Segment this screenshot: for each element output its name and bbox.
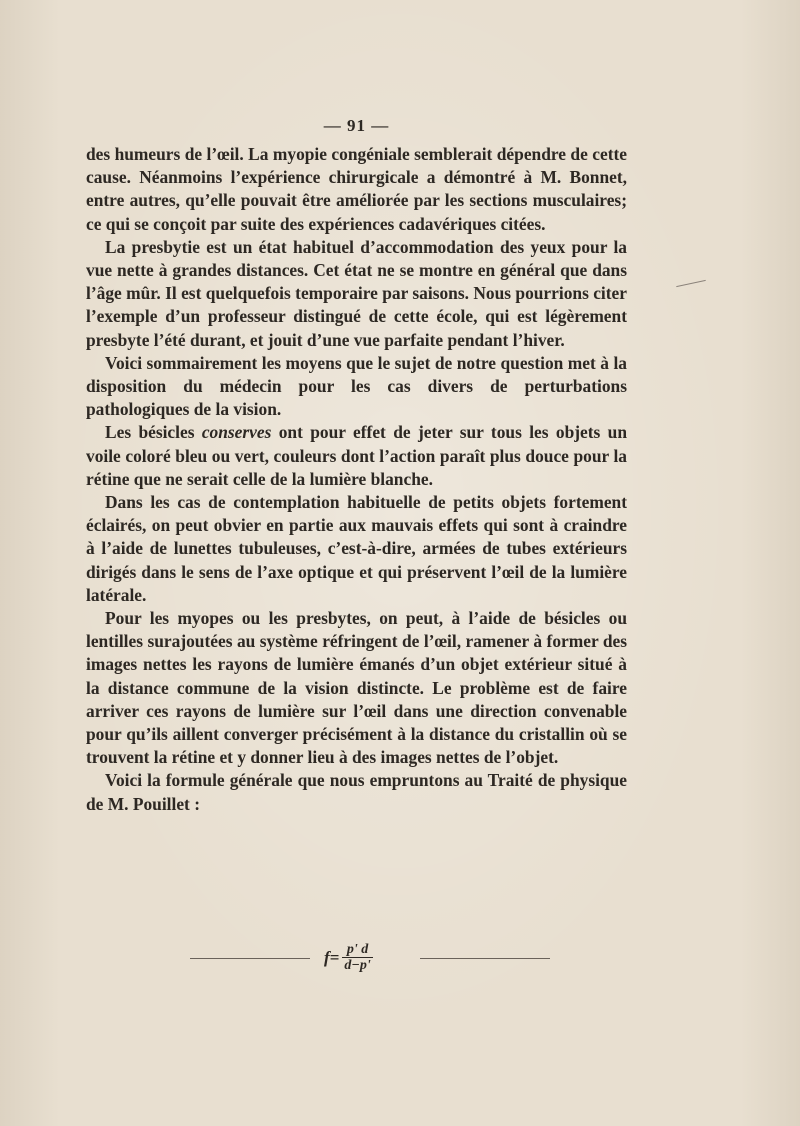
formula-denominator: d−p' — [344, 958, 371, 973]
formula-rule-right — [420, 958, 550, 959]
paragraph-formula-intro: Voici la formule générale que nous empruntons au Traité de physique de M. Pouillet : — [86, 770, 627, 814]
formula-block — [190, 940, 550, 980]
formula-numerator: p' d — [346, 942, 369, 957]
page-number: — 91 — — [323, 116, 390, 135]
formula-fraction — [342, 942, 372, 973]
margin-pencil-mark — [676, 280, 706, 287]
lens-formula — [324, 942, 373, 973]
paragraph-conserves — [86, 421, 627, 491]
paragraph-conserves-end: ont pour effet de jeter sur tous les objets un voile coloré bleu ou vert, couleurs dont l’action paraît plus douce pour la rétine que ne serait celle de la lumière blanche. — [86, 422, 627, 489]
body-text — [86, 143, 627, 816]
paragraph-summary: Voici sommairement les moyens que le sujet de notre question met à la disposition du médecin pour les cas divers de perturbations pathologiques de la vision. — [86, 352, 627, 420]
formula-rule-left — [190, 958, 310, 959]
paragraph-tubular-glasses: Dans les cas de contemplation habituelle de petits objets fortement éclairés, on peut obvier en partie aux mauvais effets qui sont à craindre à l’aide de lunettes tubuleuses, c’est-à-dire, armées de tubes extérieurs dirigés dans le sens de l’axe optique et qui préservent l’œil de la lumière latérale. — [86, 492, 627, 605]
paragraph-conserves-start: Les bésicles — [105, 422, 202, 443]
paragraph-myopia: des humeurs de l’œil. La myopie congéniale semblerait dépendre de cette cause. Néanmoins l’expérience chirurgicale a démontré à M. Bonnet, entre autres, qu’elle pouvait être améliorée par les sections musculaires; ce qui se conçoit par suite des expériences cadavériques citées. — [86, 144, 627, 234]
term-conserves: conserves — [201, 422, 272, 443]
paragraph-presbyopia: La presbytie est un état habituel d’accommodation des yeux pour la vue nette à grandes distances. Cet état ne se montre en général que dans l’âge mûr. Il est quelquefois temporaire par saisons. Nous pourrions citer l’exemple d’un professeur distingué de cette école, qui est légèrement presbyte l’été durant, et jouit d’une vue parfaite pendant l’hiver. — [86, 236, 627, 350]
paragraph-lenses: Pour les myopes ou les presbytes, on peut, à l’aide de bésicles ou lentilles surajoutées au système réfringent de l’œil, ramener à former des images nettes les rayons de lumière émanés d’un objet extérieur situé à la distance commune de la vision distincte. Le problème est de faire arriver ces rayons de lumière sur l’œil dans une direction convenable pour qu’ils aillent converger précisément à la distance du cristallin où se trouvent la rétine et y donner lieu à des images nettes de l’objet. — [86, 608, 627, 768]
formula-lhs: f= — [324, 947, 340, 967]
